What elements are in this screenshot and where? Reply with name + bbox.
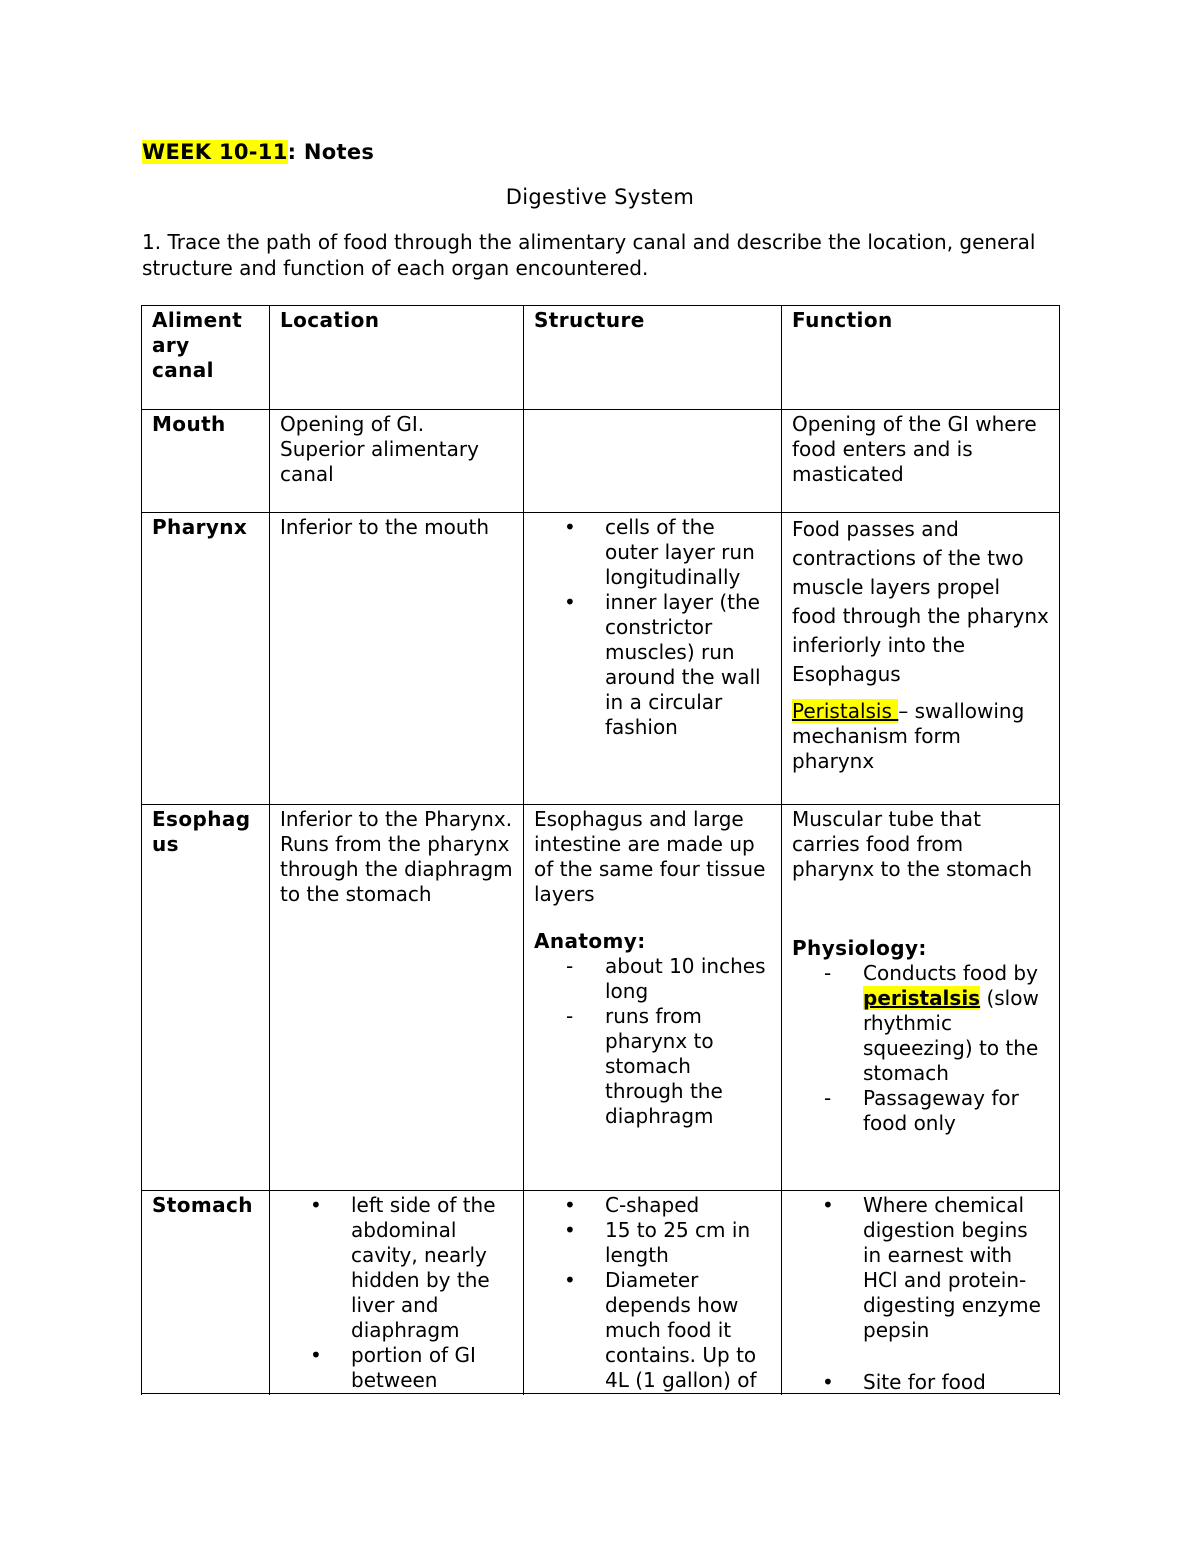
list-item: - about 10 inches long — [534, 954, 771, 1004]
location-cell — [270, 1191, 524, 1402]
table-row-pharynx — [142, 513, 1060, 805]
function-cell — [782, 805, 1060, 1191]
structure-cell — [524, 1191, 782, 1402]
week-label-suffix: : Notes — [287, 140, 375, 164]
organ-line: us — [152, 832, 179, 856]
list-item: - runs from pharynx to stomach through the diaphragm — [534, 1004, 771, 1129]
table-row-stomach — [142, 1191, 1060, 1402]
header-canal-line: canal — [152, 358, 214, 382]
header-cell-canal — [142, 306, 270, 410]
list-item: • inner layer (the constrictor muscles) run around the wall in a circular fashion — [534, 590, 771, 740]
structure-cell — [524, 410, 782, 513]
week-label-highlight: WEEK 10-11 — [142, 140, 288, 164]
structure-cell — [524, 513, 782, 805]
structure-cell — [524, 805, 782, 1191]
list-item: • portion of GI between — [280, 1343, 513, 1393]
location-cell: Inferior to the mouth — [270, 513, 524, 805]
peristalsis-definition: – swallowing mechanism form pharynx — [792, 699, 1025, 773]
list-item: • Site for food — [792, 1370, 1049, 1395]
organ-line: Esophag — [152, 807, 251, 831]
table-bottom-border — [141, 1393, 1059, 1394]
list-item: • C-shaped — [534, 1193, 771, 1218]
physiology-label: Physiology: — [792, 936, 927, 960]
function-text: Food passes and contractions of the two muscle layers propel food through the pharynx inferiorly into the Esophagus — [792, 517, 1049, 686]
peristalsis-term: Peristalsis — [792, 699, 899, 723]
week-heading — [142, 140, 374, 164]
anatomy-list — [534, 954, 771, 1129]
peristalsis-note — [792, 699, 1049, 774]
organ-cell: Mouth — [142, 410, 270, 513]
structure-list — [534, 515, 771, 740]
structure-list — [534, 1193, 771, 1393]
function-cell — [782, 513, 1060, 805]
table-row-mouth — [142, 410, 1060, 513]
header-cell-function: Function — [782, 306, 1060, 410]
anatomy-label: Anatomy: — [534, 929, 646, 953]
question-text: 1. Trace the path of food through the alimentary canal and describe the location, general structure and function of each organ encountered. — [142, 230, 1036, 280]
document-title: Digestive System — [505, 185, 695, 209]
peristalsis-term: peristalsis — [863, 986, 981, 1010]
page-bottom-mask — [0, 1395, 1200, 1553]
list-item: • 15 to 25 cm in length — [534, 1218, 771, 1268]
location-list — [280, 1193, 513, 1393]
function-list — [792, 1193, 1049, 1395]
location-cell: Opening of GI. Superior alimentary canal — [270, 410, 524, 513]
list-item — [792, 961, 1049, 1086]
function-intro: Muscular tube that carries food from pharynx to the stomach — [792, 807, 1033, 881]
header-canal-line: ary — [152, 333, 190, 357]
physiology-text: Conducts food by — [863, 961, 1038, 985]
function-cell: Opening of the GI where food enters and is masticated — [782, 410, 1060, 513]
physiology-text: (slow rhythmic squeezing) to the stomach — [863, 986, 1039, 1085]
list-item: • Where chemical digestion begins in earnest with HCl and protein-digesting enzyme pepsin — [792, 1193, 1049, 1343]
structure-intro: Esophagus and large intestine are made up of the same four tissue layers — [534, 807, 766, 906]
list-item: - Passageway for food only — [792, 1086, 1049, 1136]
list-item: • left side of the abdominal cavity, nearly hidden by the liver and diaphragm — [280, 1193, 513, 1343]
header-cell-structure: Structure — [524, 306, 782, 410]
list-item: • cells of the outer layer run longitudinally — [534, 515, 771, 590]
organ-cell — [142, 805, 270, 1191]
header-cell-location: Location — [270, 306, 524, 410]
list-item: • Diameter depends how much food it contains. Up to 4L (1 gallon) of — [534, 1268, 771, 1393]
location-cell: Inferior to the Pharynx. Runs from the pharynx through the diaphragm to the stomach — [270, 805, 524, 1191]
table-row-esophagus — [142, 805, 1060, 1191]
header-canal-line: Aliment — [152, 308, 243, 332]
physiology-list — [792, 961, 1049, 1136]
table-header-row — [142, 306, 1060, 410]
organ-cell: Pharynx — [142, 513, 270, 805]
organ-cell: Stomach — [142, 1191, 270, 1402]
function-cell — [782, 1191, 1060, 1402]
alimentary-canal-table — [141, 305, 1060, 1402]
